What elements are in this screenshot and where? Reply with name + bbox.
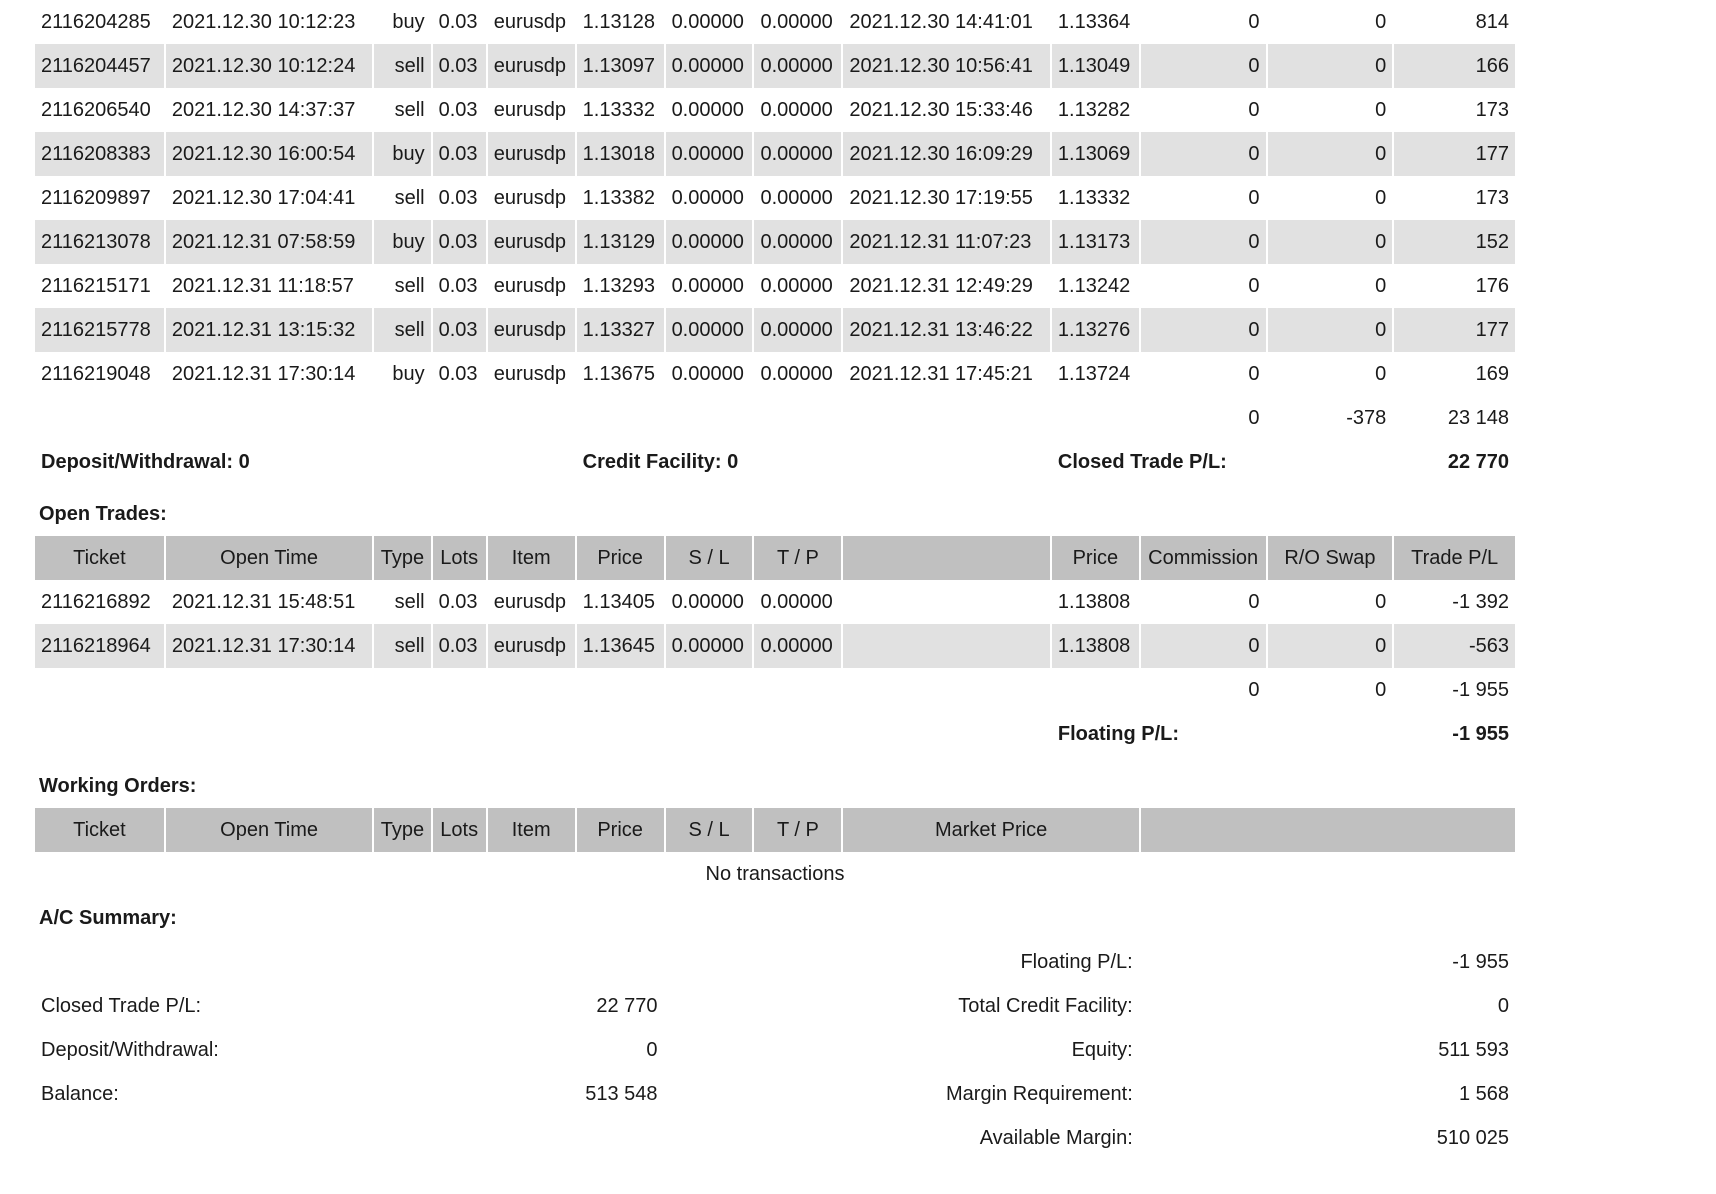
cell-tp: 0.00000: [760, 98, 833, 121]
cell-ticket: 2116208383: [35, 132, 164, 176]
wo-col-sl: S / L: [666, 808, 753, 852]
cell-blank: [843, 580, 1050, 624]
cell-close-time: 2021.12.30 16:09:29: [843, 132, 1050, 176]
cell-item: eurusdp: [488, 308, 575, 352]
cell-open-time: 2021.12.30 10:12:24: [166, 44, 373, 88]
cell-ticket: 2116219048: [41, 362, 151, 385]
wo-col-ticket: Ticket: [35, 808, 164, 852]
closed-total-pl: 23 148: [1447, 406, 1509, 429]
deposit-withdrawal-label: Deposit/Withdrawal: 0: [41, 450, 250, 473]
cell-open-time: 2021.12.30 16:00:54: [166, 132, 373, 176]
summary-margin-req-value: 1 568: [1458, 1082, 1509, 1105]
cell-type: buy: [392, 10, 425, 33]
cell-swap: 0: [1268, 308, 1393, 352]
open-total-swap: 0: [1375, 678, 1387, 701]
closed-pl-label: Closed Trade P/L:: [1057, 450, 1227, 473]
cell-price: 1.13097: [577, 44, 664, 88]
ac-summary-table: [33, 940, 1517, 1160]
cell-lots: 0.03: [438, 362, 478, 385]
cell-commission: 0: [1248, 274, 1260, 297]
cell-type: sell: [394, 98, 425, 121]
cell-ticket: 2116204457: [35, 44, 164, 88]
cell-close-price: 1.13364: [1057, 10, 1131, 33]
cell-sl: 0.00000: [671, 186, 744, 209]
cell-price: 1.13018: [577, 132, 664, 176]
cell-sl: 0.00000: [666, 44, 753, 88]
closed-trades-body: [35, 0, 1515, 396]
summary-floating-pl-label: Floating P/L:: [1020, 950, 1133, 973]
col-sl: S / L: [666, 536, 753, 580]
ac-summary-title: A/C Summary:: [39, 907, 177, 929]
summary-row-closed: [35, 984, 1515, 1028]
cell-open-time: 2021.12.31 11:18:57: [171, 274, 354, 297]
working-orders-header: [35, 808, 1515, 852]
col-price: Price: [577, 536, 664, 580]
cell-tp: 0.00000: [760, 186, 833, 209]
cell-pl: -563: [1394, 624, 1515, 668]
summary-row-floating: [35, 940, 1515, 984]
cell-pl: 177: [1394, 308, 1515, 352]
open-trades-title: Open Trades:: [39, 503, 167, 525]
table-row: [35, 308, 1515, 352]
wo-col-lots: Lots: [433, 808, 486, 852]
cell-lots: 0.03: [433, 308, 486, 352]
summary-margin-req-label: Margin Requirement:: [946, 1082, 1133, 1105]
cell-type: buy: [374, 220, 430, 264]
cell-type: sell: [374, 308, 430, 352]
cell-open-time: 2021.12.31 13:15:32: [166, 308, 373, 352]
cell-tp: 0.00000: [760, 362, 833, 385]
cell-swap: 0: [1375, 274, 1387, 297]
cell-sl: 0.00000: [671, 362, 744, 385]
cell-tp: 0.00000: [760, 10, 833, 33]
wo-col-open-time: Open Time: [166, 808, 373, 852]
cell-ticket: 2116206540: [41, 98, 151, 121]
cell-pl: 173: [1475, 98, 1509, 121]
closed-pl-value: 22 770: [1447, 450, 1509, 473]
summary-deposit-label: Deposit/Withdrawal:: [41, 1038, 219, 1061]
col-trade-pl: Trade P/L: [1394, 536, 1515, 580]
closed-trades-totals: [35, 396, 1515, 440]
cell-open-time: 2021.12.30 10:12:23: [171, 10, 356, 33]
cell-tp: 0.00000: [754, 624, 841, 668]
col-item: Item: [488, 536, 575, 580]
table-row: [35, 88, 1515, 132]
table-row: [35, 44, 1515, 88]
cell-price: 1.13332: [582, 98, 655, 121]
summary-closed-pl-label: Closed Trade P/L:: [41, 994, 202, 1017]
cell-close-price: 1.13282: [1057, 98, 1131, 121]
summary-equity-label: Equity:: [1071, 1038, 1133, 1061]
cell-close-price: 1.13724: [1057, 362, 1131, 385]
cell-swap: 0: [1375, 362, 1387, 385]
cell-lots: 0.03: [438, 590, 478, 613]
cell-sl: 0.00000: [666, 308, 753, 352]
cell-price: 1.13128: [582, 10, 655, 33]
col-lots: Lots: [433, 536, 486, 580]
cell-close-price: 1.13173: [1052, 220, 1139, 264]
open-trades-totals: [35, 668, 1515, 712]
closed-trades-table: [33, 0, 1517, 484]
cell-price: 1.13382: [582, 186, 655, 209]
working-orders-table: [33, 808, 1517, 896]
summary-balance-value: 513 548: [585, 1082, 658, 1105]
cell-pl: 173: [1475, 186, 1509, 209]
cell-swap: 0: [1268, 220, 1393, 264]
cell-close-time: 2021.12.31 13:46:22: [843, 308, 1050, 352]
wo-col-tp: T / P: [754, 808, 841, 852]
cell-pl: 814: [1475, 10, 1509, 33]
cell-open-time: 2021.12.31 17:30:14: [171, 362, 356, 385]
cell-swap: 0: [1375, 590, 1387, 613]
cell-pl: 152: [1394, 220, 1515, 264]
cell-commission: 0: [1248, 590, 1260, 613]
cell-close-time: 2021.12.30 14:41:01: [849, 10, 1033, 33]
cell-lots: 0.03: [438, 274, 478, 297]
cell-sl: 0.00000: [671, 274, 744, 297]
col-tp: T / P: [754, 536, 841, 580]
cell-close-time: 2021.12.31 17:45:21: [849, 362, 1033, 385]
cell-commission: 0: [1141, 624, 1266, 668]
col-type: Type: [374, 536, 430, 580]
cell-price: 1.13405: [582, 590, 655, 613]
cell-item: eurusdp: [493, 186, 567, 209]
cell-type: sell: [394, 274, 425, 297]
cell-open-time: 2021.12.30 17:04:41: [171, 186, 356, 209]
cell-sl: 0.00000: [666, 624, 753, 668]
wo-col-market-price: Market Price: [843, 808, 1138, 852]
cell-item: eurusdp: [488, 132, 575, 176]
summary-balance-label: Balance:: [41, 1082, 119, 1105]
cell-open-time: 2021.12.31 17:30:14: [166, 624, 373, 668]
wo-col-blank: [1141, 808, 1515, 852]
cell-close-time: 2021.12.30 17:19:55: [849, 186, 1033, 209]
col-open-time: Open Time: [166, 536, 373, 580]
wo-col-item: Item: [488, 808, 575, 852]
cell-open-time: 2021.12.31 15:48:51: [171, 590, 356, 613]
summary-row-available: [35, 1116, 1515, 1160]
cell-blank: [843, 624, 1050, 668]
cell-lots: 0.03: [433, 624, 486, 668]
cell-commission: 0: [1248, 98, 1260, 121]
cell-item: eurusdp: [493, 98, 567, 121]
col-swap: R/O Swap: [1268, 536, 1393, 580]
no-transactions-text: No transactions: [705, 862, 845, 885]
summary-closed-pl-value: 22 770: [596, 994, 658, 1017]
cell-tp: 0.00000: [754, 132, 841, 176]
summary-avail-margin-value: 510 025: [1436, 1126, 1509, 1149]
cell-type: buy: [374, 132, 430, 176]
summary-avail-margin-label: Available Margin:: [979, 1126, 1133, 1149]
cell-commission: 0: [1141, 308, 1266, 352]
cell-type: buy: [392, 362, 425, 385]
cell-type: sell: [394, 590, 425, 613]
cell-type: sell: [374, 624, 430, 668]
cell-lots: 0.03: [438, 98, 478, 121]
cell-pl: -1 392: [1452, 590, 1509, 613]
cell-close-time: 2021.12.30 15:33:46: [849, 98, 1033, 121]
cell-item: eurusdp: [493, 362, 567, 385]
cell-tp: 0.00000: [754, 44, 841, 88]
cell-close-price: 1.13069: [1052, 132, 1139, 176]
cell-close-price: 1.13242: [1057, 274, 1131, 297]
cell-pl: 176: [1475, 274, 1509, 297]
cell-commission: 0: [1141, 220, 1266, 264]
cell-ticket: 2116204285: [41, 10, 151, 33]
table-row: [35, 580, 1515, 624]
cell-commission: 0: [1141, 132, 1266, 176]
closed-total-commission: 0: [1248, 406, 1260, 429]
cell-swap: 0: [1375, 186, 1387, 209]
cell-tp: 0.00000: [760, 274, 833, 297]
table-row: [35, 624, 1515, 668]
cell-ticket: 2116209897: [41, 186, 151, 209]
cell-price: 1.13129: [577, 220, 664, 264]
cell-pl: 177: [1394, 132, 1515, 176]
closed-total-swap: -378: [1346, 406, 1387, 429]
floating-pl-value: -1 955: [1452, 722, 1509, 745]
cell-lots: 0.03: [433, 132, 486, 176]
cell-lots: 0.03: [438, 186, 478, 209]
cell-swap: 0: [1375, 10, 1387, 33]
cell-lots: 0.03: [433, 44, 486, 88]
wo-col-price: Price: [577, 808, 664, 852]
cell-close-price: 1.13332: [1057, 186, 1131, 209]
open-trades-body: [35, 580, 1515, 668]
floating-pl-row: [35, 712, 1515, 756]
cell-item: eurusdp: [488, 220, 575, 264]
cell-swap: 0: [1268, 624, 1393, 668]
cell-price: 1.13327: [577, 308, 664, 352]
cell-item: eurusdp: [488, 624, 575, 668]
col-market-price: Price: [1052, 536, 1139, 580]
cell-sl: 0.00000: [671, 590, 744, 613]
summary-deposit-value: 0: [646, 1038, 658, 1061]
cell-ticket: 2116218964: [35, 624, 164, 668]
cell-close-price: 1.13276: [1052, 308, 1139, 352]
cell-item: eurusdp: [493, 590, 567, 613]
col-ticket: Ticket: [35, 536, 164, 580]
cell-sl: 0.00000: [671, 10, 744, 33]
summary-row-deposit: [35, 1028, 1515, 1072]
cell-price: 1.13293: [582, 274, 655, 297]
cell-lots: 0.03: [438, 10, 478, 33]
closed-trades-summary-row: [35, 440, 1515, 484]
cell-item: eurusdp: [493, 274, 567, 297]
cell-commission: 0: [1248, 186, 1260, 209]
cell-swap: 0: [1375, 98, 1387, 121]
cell-close-time: 2021.12.31 12:49:29: [849, 274, 1033, 297]
table-row: [35, 176, 1515, 220]
summary-credit-value: 0: [1497, 994, 1509, 1017]
cell-swap: 0: [1268, 44, 1393, 88]
cell-commission: 0: [1141, 44, 1266, 88]
open-total-commission: 0: [1248, 678, 1260, 701]
cell-price: 1.13645: [577, 624, 664, 668]
summary-row-balance: [35, 1072, 1515, 1116]
summary-credit-label: Total Credit Facility:: [958, 994, 1133, 1017]
cell-swap: 0: [1268, 132, 1393, 176]
cell-open-time: 2021.12.30 14:37:37: [171, 98, 356, 121]
open-trades-table: [33, 536, 1517, 756]
cell-lots: 0.03: [433, 220, 486, 264]
table-row: [35, 352, 1515, 396]
cell-close-time: 2021.12.31 11:07:23: [843, 220, 1050, 264]
cell-ticket: 2116213078: [35, 220, 164, 264]
wo-col-type: Type: [374, 808, 430, 852]
cell-close-time: 2021.12.30 10:56:41: [843, 44, 1050, 88]
cell-sl: 0.00000: [671, 98, 744, 121]
cell-ticket: 2116215778: [35, 308, 164, 352]
col-blank: [843, 536, 1050, 580]
credit-facility-label: Credit Facility: 0: [582, 450, 739, 473]
cell-pl: 169: [1475, 362, 1509, 385]
cell-tp: 0.00000: [760, 590, 833, 613]
cell-type: sell: [394, 186, 425, 209]
cell-market-price: 1.13808: [1052, 624, 1139, 668]
cell-sl: 0.00000: [666, 132, 753, 176]
cell-ticket: 2116215171: [41, 274, 151, 297]
open-total-pl: -1 955: [1452, 678, 1509, 701]
working-orders-empty-row: [35, 852, 1515, 896]
cell-commission: 0: [1248, 10, 1260, 33]
working-orders-title: Working Orders:: [39, 775, 197, 797]
cell-close-price: 1.13049: [1052, 44, 1139, 88]
cell-item: eurusdp: [493, 10, 567, 33]
cell-ticket: 2116216892: [41, 590, 151, 613]
cell-open-time: 2021.12.31 07:58:59: [166, 220, 373, 264]
cell-tp: 0.00000: [754, 308, 841, 352]
cell-type: sell: [374, 44, 430, 88]
cell-tp: 0.00000: [754, 220, 841, 264]
cell-commission: 0: [1248, 362, 1260, 385]
open-trades-header: [35, 536, 1515, 580]
summary-floating-pl-value: -1 955: [1452, 950, 1509, 973]
floating-pl-label: Floating P/L:: [1057, 722, 1179, 745]
cell-price: 1.13675: [582, 362, 655, 385]
table-row: [35, 132, 1515, 176]
cell-pl: 166: [1394, 44, 1515, 88]
table-row: [35, 264, 1515, 308]
table-row: [35, 220, 1515, 264]
cell-sl: 0.00000: [666, 220, 753, 264]
summary-equity-value: 511 593: [1438, 1038, 1509, 1061]
table-row: [35, 0, 1515, 44]
cell-market-price: 1.13808: [1057, 590, 1131, 613]
cell-item: eurusdp: [488, 44, 575, 88]
col-commission: Commission: [1141, 536, 1266, 580]
